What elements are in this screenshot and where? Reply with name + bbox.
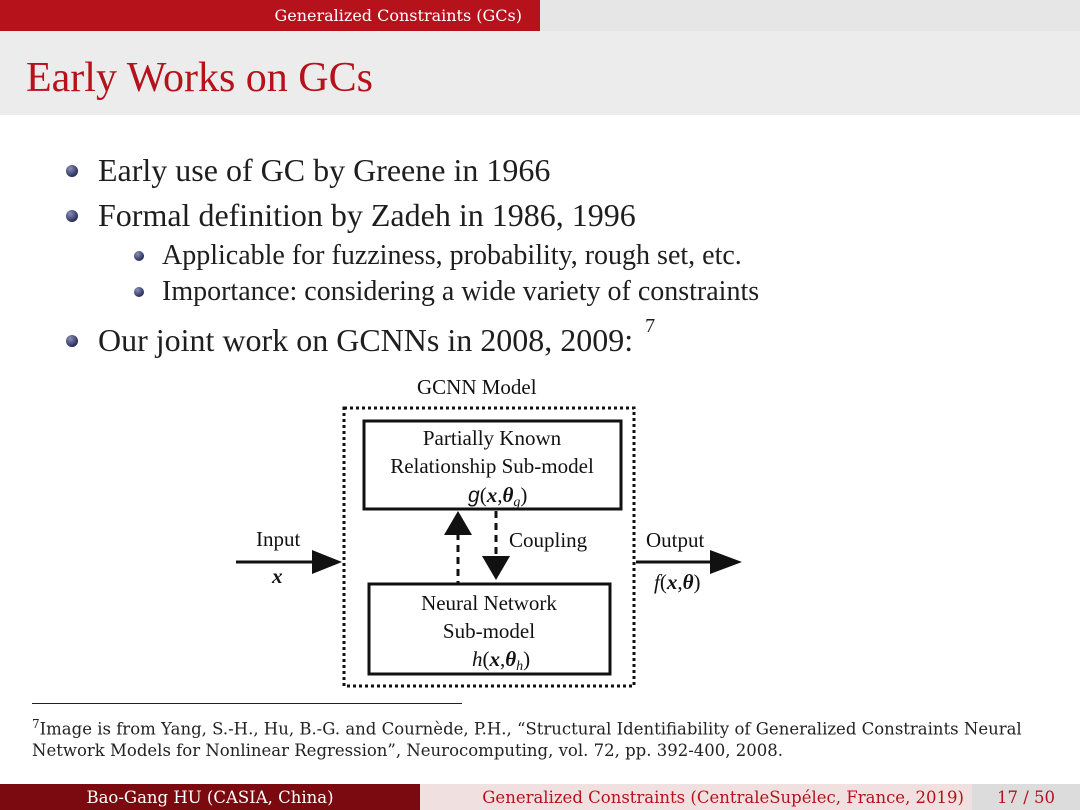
arrow-right-icon: [710, 550, 742, 574]
bullet-text: Early use of GC by Greene in 1966: [98, 152, 551, 188]
sub-bullet-item: [134, 276, 759, 308]
input-label: Input: [256, 527, 301, 551]
gcnn-diagram: [230, 370, 750, 690]
output-formula: f(x,θ): [654, 570, 701, 594]
section-title[interactable]: Generalized Constraints (GCs): [0, 0, 540, 31]
footer-page-number: 17 / 50: [972, 784, 1080, 810]
bullet-item: [66, 197, 636, 234]
arrow-down-icon: [482, 556, 510, 580]
bullet-icon: [66, 165, 78, 177]
bullet-item: [66, 315, 656, 359]
g-func: g: [468, 484, 480, 507]
known-submodel-line2: Relationship Sub-model: [390, 454, 594, 478]
footnote-rule: [32, 703, 462, 704]
footer-bar: [0, 784, 1080, 810]
neural-submodel-formula: h(x,θh): [472, 647, 531, 674]
arrow-right-icon: [312, 550, 342, 574]
bullet-item: [66, 152, 550, 189]
footer-author[interactable]: Bao-Gang HU (CASIA, China): [0, 784, 420, 810]
bullet-icon: [66, 335, 78, 347]
neural-submodel-line1: Neural Network: [421, 591, 557, 615]
sub-bullet-text: Applicable for fuzziness, probability, rough set, etc.: [162, 240, 742, 271]
bullet-icon: [134, 287, 144, 297]
input-var: x: [272, 564, 283, 588]
bullet-text: Formal definition by Zadeh in 1986, 1996: [98, 197, 636, 233]
sub-bullet-item: [134, 240, 742, 272]
sub-bullet-text: Importance: considering a wide variety of constraints: [162, 276, 760, 307]
f-func: f: [654, 570, 660, 594]
known-submodel-line1: Partially Known: [422, 426, 562, 450]
h-func: h: [472, 647, 483, 671]
footnote-number: 7: [32, 717, 40, 731]
footnote-text: Image is from Yang, S.-H., Hu, B.-G. and Cournède, P.H., “Structural Identifiability of Generalized Constraints Neural Network Models for Nonlinear Regression”, Neurocomputing, vol. 72, pp. 392-400, 2008.: [32, 719, 1022, 760]
footer-talk-title[interactable]: Generalized Constraints (CentraleSupélec, France, 2019): [420, 784, 972, 810]
neural-submodel-line2: Sub-model: [442, 619, 536, 643]
footnote-marker[interactable]: 7: [645, 315, 656, 337]
bullet-text: Our joint work on GCNNs in 2008, 2009:: [98, 322, 634, 358]
footnote: [32, 714, 1052, 761]
output-label: Output: [646, 528, 705, 552]
known-submodel-formula: g(x,θg): [468, 483, 528, 510]
bullet-icon: [66, 210, 78, 222]
arrow-up-icon: [444, 511, 472, 535]
coupling-label: Coupling: [509, 528, 588, 552]
slide-title: Early Works on GCs: [26, 55, 373, 101]
bullet-icon: [134, 251, 144, 261]
model-label: GCNN Model: [417, 375, 537, 399]
